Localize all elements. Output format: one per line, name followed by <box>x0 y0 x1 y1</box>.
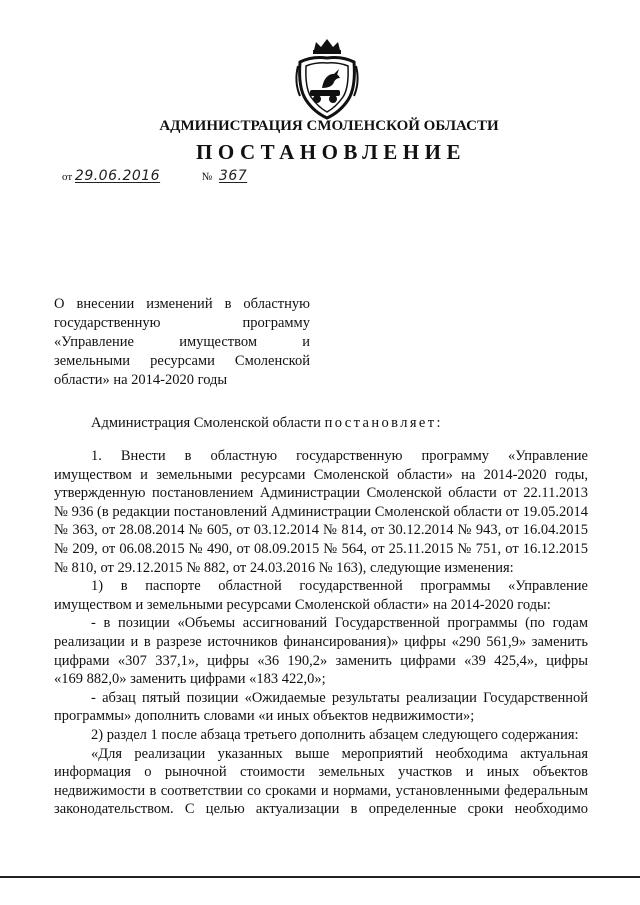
document-type-title: ПОСТАНОВЛЕНИЕ <box>196 140 466 164</box>
document-subject <box>54 295 310 390</box>
subject-line: земельными ресурсами Смоленской <box>54 353 310 369</box>
body-line: 1) в паспорте областной государственной программы «Управление <box>91 578 588 595</box>
body-line: законодательством. С целью актуализации в определенные сроки необходимо <box>54 801 588 818</box>
body-line: № 810, от 29.12.2015 № 882, от 24.03.2016 № 163), следующие изменения: <box>54 559 514 576</box>
subject-line: «Управление имуществом и <box>54 334 310 350</box>
body-line: «Для реализации указанных выше мероприятий необходима актуальная <box>91 745 588 762</box>
organization-name: АДМИНИСТРАЦИЯ СМОЛЕНСКОЙ ОБЛАСТИ <box>159 118 499 134</box>
coat-of-arms-emblem <box>292 36 362 122</box>
page-bottom-rule <box>0 876 640 878</box>
preamble <box>91 415 443 432</box>
subject-line: О внесении изменений в областную <box>54 296 310 312</box>
date-number-line <box>62 168 277 184</box>
preamble-text: Администрация Смоленской области <box>91 415 325 431</box>
body-line: № 209, от 06.08.2015 № 490, от 08.09.2015 № 564, от 25.11.2015 № 751, от 16.12.2015 <box>54 540 588 557</box>
body-line: имуществом и земельными ресурсами Смоленской области» на 2014-2020 годы: <box>54 596 551 613</box>
number-prefix: № <box>201 171 213 183</box>
body-line: имуществом и земельными ресурсами Смоленской области» на 2014-2020 годы, <box>54 466 588 483</box>
date-value: 29.06.2016 <box>74 168 161 184</box>
body-line: 1. Внести в областную государственную программу «Управление <box>91 448 588 464</box>
body-line: 2) раздел 1 после абзаца третьего дополнить абзацем следующего содержания: <box>91 726 579 743</box>
body-line: реализации и в разрезе источников финансирования)» цифры «290 561,9» заменить <box>54 633 588 650</box>
preamble-action: постановляет: <box>324 415 443 431</box>
body-line: - абзац пятый позиции «Ожидаемые результаты реализации Государственной <box>91 689 588 706</box>
subject-line: государственную программу <box>54 315 310 331</box>
body-line: № 936 (в редакции постановлений Администрации Смоленской области от 19.05.2014 <box>54 503 588 520</box>
body-line: недвижимости в соответствии со сроками и нормами, установленными федеральным <box>54 782 588 799</box>
body-line: информация о рыночной стоимости земельных участков и иных объектов <box>54 764 588 781</box>
document-body <box>54 447 588 819</box>
number-value: 367 <box>218 168 248 184</box>
subject-line: области» на 2014-2020 годы <box>54 372 228 388</box>
body-line: «169 882,0» заменить цифрами «183 422,0»; <box>54 671 326 688</box>
body-line: программы» дополнить словами «и иных объектов недвижимости»; <box>54 708 475 725</box>
body-line: цифрами «307 337,1», цифры «36 190,2» заменить цифрами «39 425,4», цифры <box>54 652 588 669</box>
date-prefix: от <box>62 171 73 183</box>
body-line: № 363, от 28.08.2014 № 605, от 03.12.2014 № 814, от 30.12.2014 № 943, от 16.04.2015 <box>54 522 588 539</box>
body-line: утвержденную постановлением Администрации Смоленской области от 22.11.2013 <box>54 485 588 502</box>
body-line: - в позиции «Объемы ассигнований Государственной программы (по годам <box>91 615 588 632</box>
